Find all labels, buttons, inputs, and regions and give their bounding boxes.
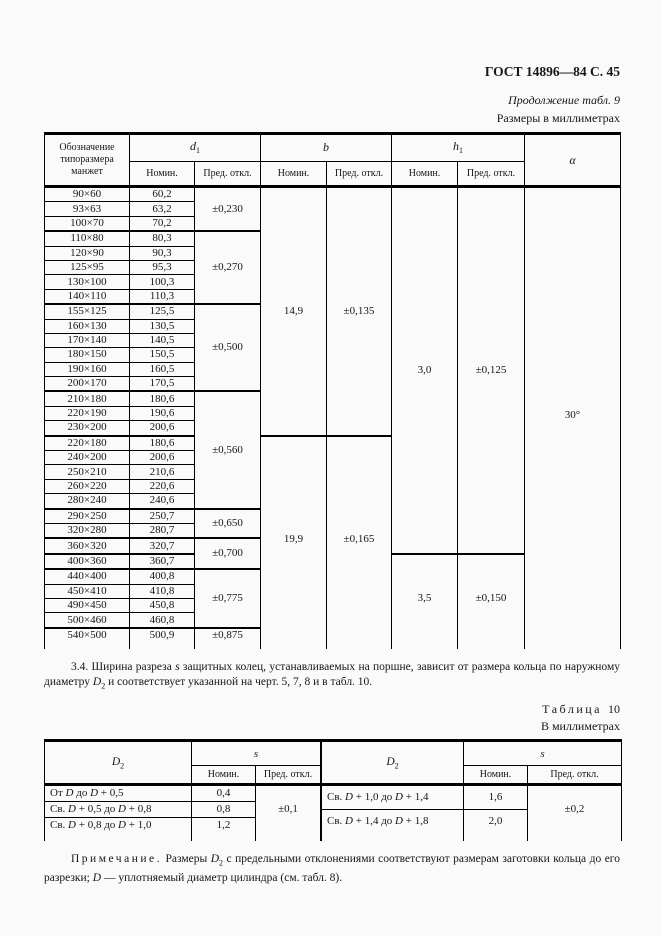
col-subheader-nominal: Номин.: [130, 162, 195, 187]
cell-size: 490×450: [45, 598, 130, 612]
page-content: [44, 0, 620, 886]
table-continuation-caption: Продолжение табл. 9: [508, 93, 620, 107]
cell-size: 440×400: [45, 569, 130, 584]
cell-d1-nominal: 250,7: [130, 509, 195, 524]
cell-s-deviation: ±0,2: [528, 785, 622, 834]
units-caption: Размеры в миллиметрах: [496, 111, 620, 125]
table10-caption: Таблица 10: [542, 702, 620, 717]
cell-alpha: 30°: [525, 187, 621, 643]
cell-d1-nominal: 90,3: [130, 246, 195, 260]
table10-right-header: [322, 741, 622, 785]
cell-size: 90×60: [45, 187, 130, 202]
cell-s-nominal: 1,6: [464, 785, 528, 810]
cell-d1-nominal: 240,6: [130, 494, 195, 509]
cell-size: 140×110: [45, 289, 130, 304]
paragraph-3-4: 3.4. Ширина разреза s защитных колец, устанавливаемых на поршне, зависит от размера кольца по наружному диаметру $D_2$ и соответствует указанной на черт. 5, 7, 8 и в табл. 10.: [44, 661, 620, 691]
cell-size: 170×140: [45, 333, 130, 347]
cell-size: 125×95: [45, 260, 130, 274]
table10-left-body: [45, 785, 321, 842]
cell-size: 100×70: [45, 216, 130, 231]
cell-d1-nominal: 60,2: [130, 187, 195, 202]
cell-size: 130×100: [45, 275, 130, 289]
stub-cell: [322, 833, 464, 841]
stub-cell: [528, 833, 622, 841]
stub-cell: [261, 642, 327, 649]
cell-s-nominal: 0,8: [192, 802, 256, 818]
cell-d1-nominal: 150,5: [130, 348, 195, 362]
col-header-b: b: [261, 134, 392, 162]
table-row: [322, 785, 622, 810]
cell-h1-deviation: ±0,125: [458, 187, 525, 554]
cell-d1-nominal: 280,7: [130, 523, 195, 538]
table-open-bottom: [45, 833, 321, 841]
cell-d1-nominal: 410,8: [130, 584, 195, 598]
col-subheader-deviation: Пред. откл.: [256, 766, 321, 785]
cell-size: 120×90: [45, 246, 130, 260]
cell-size: 220×180: [45, 436, 130, 451]
cell-b-nominal: 14,9: [261, 187, 327, 436]
cell-d1-nominal: 220,6: [130, 479, 195, 493]
cell-d1-nominal: 110,3: [130, 289, 195, 304]
col-subheader-deviation: Пред. откл.: [195, 162, 261, 187]
cell-size: 500×460: [45, 613, 130, 628]
table9-header: [45, 134, 621, 187]
col-subheader-nominal: Номин.: [192, 766, 256, 785]
col-header-s: s: [192, 741, 321, 766]
cell-d1-nominal: 125,5: [130, 304, 195, 319]
cell-d2-range: От D до D + 0,5: [45, 785, 192, 802]
cell-size: 110×80: [45, 231, 130, 246]
cell-d1-deviation: ±0,230: [195, 187, 261, 232]
cell-d1-deviation: ±0,875: [195, 628, 261, 642]
cell-h1-nominal: 3,0: [392, 187, 458, 554]
cell-d1-deviation: ±0,270: [195, 231, 261, 304]
cell-d2-range: Св. D + 1,4 до D + 1,8: [322, 810, 464, 834]
cell-d1-nominal: 200,6: [130, 451, 195, 465]
cell-size: 200×170: [45, 377, 130, 392]
cell-size: 160×130: [45, 319, 130, 333]
cell-d1-nominal: 460,8: [130, 613, 195, 628]
col-header-d1: $d_1$: [130, 134, 261, 162]
table10-left-header: [45, 741, 321, 785]
col-header-alpha: α: [525, 134, 621, 187]
stub-cell: [392, 642, 458, 649]
cell-size: 220×190: [45, 406, 130, 420]
cell-d1-nominal: 180,6: [130, 391, 195, 406]
cell-b-deviation: ±0,165: [327, 436, 392, 642]
table10-left-half: [44, 739, 321, 841]
note: Примечание. Размеры $D_2$ с предельными отклонениями соответствуют размерам заготовки кольца до его разрезки; D — уплотняемый диаметр цилиндра (см. табл. 8).: [44, 853, 620, 884]
cell-d1-deviation: ±0,700: [195, 538, 261, 569]
cell-d1-nominal: 160,5: [130, 362, 195, 376]
cell-s-nominal: 0,4: [192, 785, 256, 802]
cell-d1-nominal: 200,6: [130, 421, 195, 436]
cell-d1-nominal: 140,5: [130, 333, 195, 347]
cell-size: 250×210: [45, 465, 130, 479]
cell-d1-nominal: 320,7: [130, 538, 195, 553]
stub-cell: [327, 642, 392, 649]
cell-h1-nominal: 3,5: [392, 554, 458, 642]
stub-cell: [45, 833, 192, 841]
cell-d1-nominal: 95,3: [130, 260, 195, 274]
cell-d1-nominal: 130,5: [130, 319, 195, 333]
cell-d2-range: Св. D + 0,8 до D + 1,0: [45, 818, 192, 833]
cell-b-nominal: 19,9: [261, 436, 327, 642]
table-row: [45, 187, 621, 202]
table10-right-half: [321, 739, 622, 841]
cell-size: 93×63: [45, 202, 130, 216]
col-subheader-deviation: Пред. откл.: [327, 162, 392, 187]
cell-d1-deviation: ±0,560: [195, 391, 261, 508]
cell-d1-nominal: 500,9: [130, 628, 195, 642]
cell-s-nominal: 1,2: [192, 818, 256, 833]
cell-s-deviation: ±0,1: [256, 785, 321, 833]
cell-d2-range: Св. D + 0,5 до D + 0,8: [45, 802, 192, 818]
var-d2: D: [210, 853, 219, 866]
cell-b-deviation: ±0,135: [327, 187, 392, 436]
stub-cell: [458, 642, 525, 649]
table-open-bottom: [322, 833, 622, 841]
doc-reference: ГОСТ 14896—84 С. 45: [484, 64, 620, 79]
col-header-d2: $D_2$: [322, 741, 464, 785]
col-subheader-nominal: Номин.: [261, 162, 327, 187]
cell-d1-nominal: 180,6: [130, 436, 195, 451]
cell-d1-nominal: 100,3: [130, 275, 195, 289]
cell-size: 190×160: [45, 362, 130, 376]
cell-d1-nominal: 400,8: [130, 569, 195, 584]
cell-d1-deviation: ±0,650: [195, 509, 261, 539]
table10: [44, 739, 620, 841]
cell-d1-nominal: 450,8: [130, 598, 195, 612]
col-header-designation: Обозначение типоразмера манжет: [45, 134, 130, 187]
cell-size: 180×150: [45, 348, 130, 362]
stub-cell: [130, 642, 195, 649]
cell-size: 400×360: [45, 554, 130, 569]
table9-body: [45, 187, 621, 650]
col-header-s: s: [464, 741, 622, 766]
var-d2: D: [92, 676, 102, 689]
var-d: D: [92, 871, 102, 884]
cell-d1-nominal: 170,5: [130, 377, 195, 392]
cell-size: 290×250: [45, 509, 130, 524]
table-row: [45, 785, 321, 802]
col-subheader-deviation: Пред. откл.: [528, 766, 622, 785]
cell-h1-deviation: ±0,150: [458, 554, 525, 642]
cell-d1-deviation: ±0,775: [195, 569, 261, 628]
cell-size: 450×410: [45, 584, 130, 598]
cell-size: 240×200: [45, 451, 130, 465]
cell-d1-nominal: 210,6: [130, 465, 195, 479]
col-subheader-deviation: Пред. откл.: [458, 162, 525, 187]
col-subheader-nominal: Номин.: [392, 162, 458, 187]
cell-size: 210×180: [45, 391, 130, 406]
cell-d1-nominal: 63,2: [130, 202, 195, 216]
col-header-d2: $D_2$: [45, 741, 192, 785]
table-open-bottom: [45, 642, 621, 649]
cell-d1-nominal: 80,3: [130, 231, 195, 246]
var-s: s: [175, 661, 180, 674]
cell-d1-nominal: 70,2: [130, 216, 195, 231]
col-header-h1: $h_1$: [392, 134, 525, 162]
cell-size: 260×220: [45, 479, 130, 493]
cell-size: 280×240: [45, 494, 130, 509]
stub-cell: [192, 833, 256, 841]
stub-cell: [525, 642, 621, 649]
table10-units-caption: В миллиметрах: [540, 719, 620, 734]
cell-d1-nominal: 360,7: [130, 554, 195, 569]
table9-dimensions: [44, 132, 621, 649]
cell-size: 320×280: [45, 523, 130, 538]
cell-size: 540×500: [45, 628, 130, 642]
stub-cell: [256, 833, 321, 841]
cell-s-nominal: 2,0: [464, 810, 528, 834]
note-label: Примечание.: [71, 853, 162, 866]
col-subheader-nominal: Номин.: [464, 766, 528, 785]
table10-right-body: [322, 785, 622, 842]
cell-size: 360×320: [45, 538, 130, 553]
cell-size: 155×125: [45, 304, 130, 319]
stub-cell: [464, 833, 528, 841]
cell-d1-deviation: ±0,500: [195, 304, 261, 391]
cell-d1-nominal: 190,6: [130, 406, 195, 420]
stub-cell: [45, 642, 130, 649]
stub-cell: [195, 642, 261, 649]
cell-size: 230×200: [45, 421, 130, 436]
cell-d2-range: Св. D + 1,0 до D + 1,4: [322, 785, 464, 810]
